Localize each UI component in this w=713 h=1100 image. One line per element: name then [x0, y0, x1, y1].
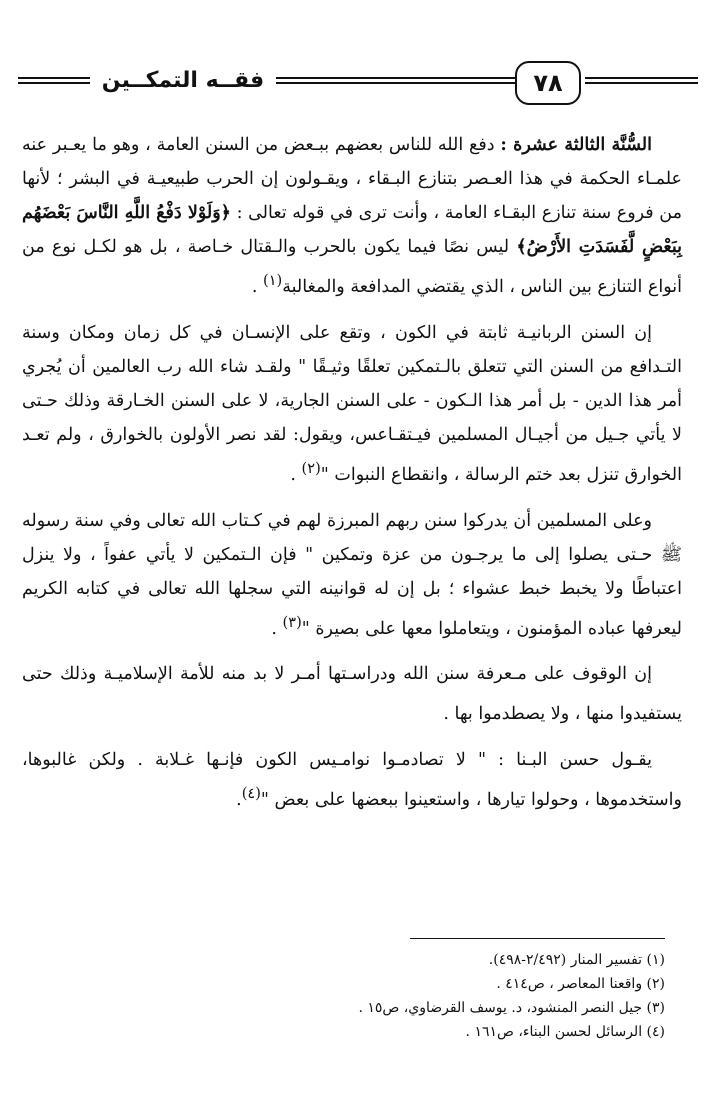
header-rule-right [585, 77, 698, 84]
footnote-ref: (٤) [241, 785, 261, 803]
quran-verse: ﴿وَلَوْلا دَفْعُ اللَّهِ النَّاسَ بَعْضَهُم بِبَعْضٍ لَّفَسَدَتِ الأَرْضُ﴾ [22, 203, 682, 257]
footnote-4: (٤) الرسائل لحسن البناء، ص١٦١ . [465, 1024, 665, 1040]
paragraph-text: يقـول حسن البـنا : " لا تصادمـوا نوامـيس الكون فإنـها غـلابة . ولكن غالبوها، واستخدموها ، وحولوا تيارها ، واستعينوا ببعضها على بعض " [22, 750, 682, 811]
paragraph-end: . [290, 464, 302, 485]
paragraph-end: . [271, 618, 283, 639]
page-header [18, 55, 698, 105]
paragraph-text-continued: ليس نصًا فيما يكون بالحرب والـقتال خـاصة ، بل هو لكـل نوع من أنواع التنازع بين الناس ، الذي يقتضي المدافعة والمغالبة [22, 237, 682, 297]
paragraph-text: وعلى المسلمين أن يدركوا سنن ربهم المبرزة لهم في كـتاب الله تعالى وفي سنة رسوله ﷺ حـتى يصلوا إلى ما يرجـون من عزة وتمكين " فإن الـتمكين لا يأتي عفواً ، ولا ينزل اعتباطًا ولا يخبط خبط عشواء ؛ بل إن له قوانينه التي سجلها الله تعالى في كتابه الكريم ليعرفها عباده المؤمنون ، ويتعاملوا معها على بصيرة " [22, 510, 682, 639]
paragraph-text: دفع الله للناس بعضهم ببـعض من السنن العامة ، وهو ما يعـبر عنه علمـاء الحكمة في هذا العـصر بتنازع البـقاء ، ويقـولون إن الحرب طبيعيـة في البشر ؛ لأنها من فروع سنة تنازع البقـاء العامة ، وأنت ترى في قوله تعالى : [22, 135, 682, 223]
paragraph-text: إن الوقوف على مـعرفة سنن الله ودراسـتها أمـر لا بد منه للأمة الإسلاميـة وذلك حتى يستفيدوا منها ، ولا يصطدموا بها . [22, 664, 682, 725]
body-text [22, 128, 682, 829]
header-rule-left [18, 77, 90, 84]
paragraph-2 [22, 316, 682, 492]
section-heading: السُّنَّة الثالثة عشرة : [500, 135, 652, 155]
paragraph-4 [22, 657, 682, 731]
footnote-separator [410, 938, 665, 939]
footnote-3: (٣) جيل النصر المنشود، د. يوسف القرضاوي، ص١٥ . [358, 1000, 665, 1016]
header-rule-middle [276, 77, 516, 84]
footnote-1: (١) تفسير المنار (٢/٤٩٢-٤٩٨). [488, 952, 665, 968]
paragraph-3 [22, 504, 682, 646]
footnotes [45, 948, 665, 1044]
footnote-ref: (٣) [282, 613, 302, 631]
footnote-2: (٢) واقعنا المعاصر ، ص٤١٤ . [496, 976, 665, 992]
page-number: ٧٨ [515, 61, 581, 105]
book-title: فقــه التمكــين [101, 68, 265, 93]
paragraph-end: . [251, 276, 263, 297]
paragraph-end: . [236, 790, 242, 811]
paragraph-text: إن السنن الربانيـة ثابتة في الكون ، وتقع على الإنسـان في كل زمان ومكان وسنة التـدافع من السنن التي تتعلق بالـتمكين تعلقًا وثيـقًا " ولقـد شاء الله رب العالمين أن يُجري أمر هذا الدين - بل أمر هذا الـكون - على السنن الجارية، لا على السنن الخـارقة وذلك حـتى لا يأتي جـيل من أجيـال المسلمين فيـتقـاعس، ويقول: لقد نصر الأولون بالخوارق ، ولم تعـد الخوارق تنزل بعد ختم الرسالة ، وانقطاع النبوات " [22, 322, 682, 485]
footnote-ref: (٢) [301, 459, 321, 477]
footnote-ref: (١) [263, 272, 283, 289]
paragraph-1 [22, 128, 682, 304]
paragraph-5 [22, 743, 682, 817]
